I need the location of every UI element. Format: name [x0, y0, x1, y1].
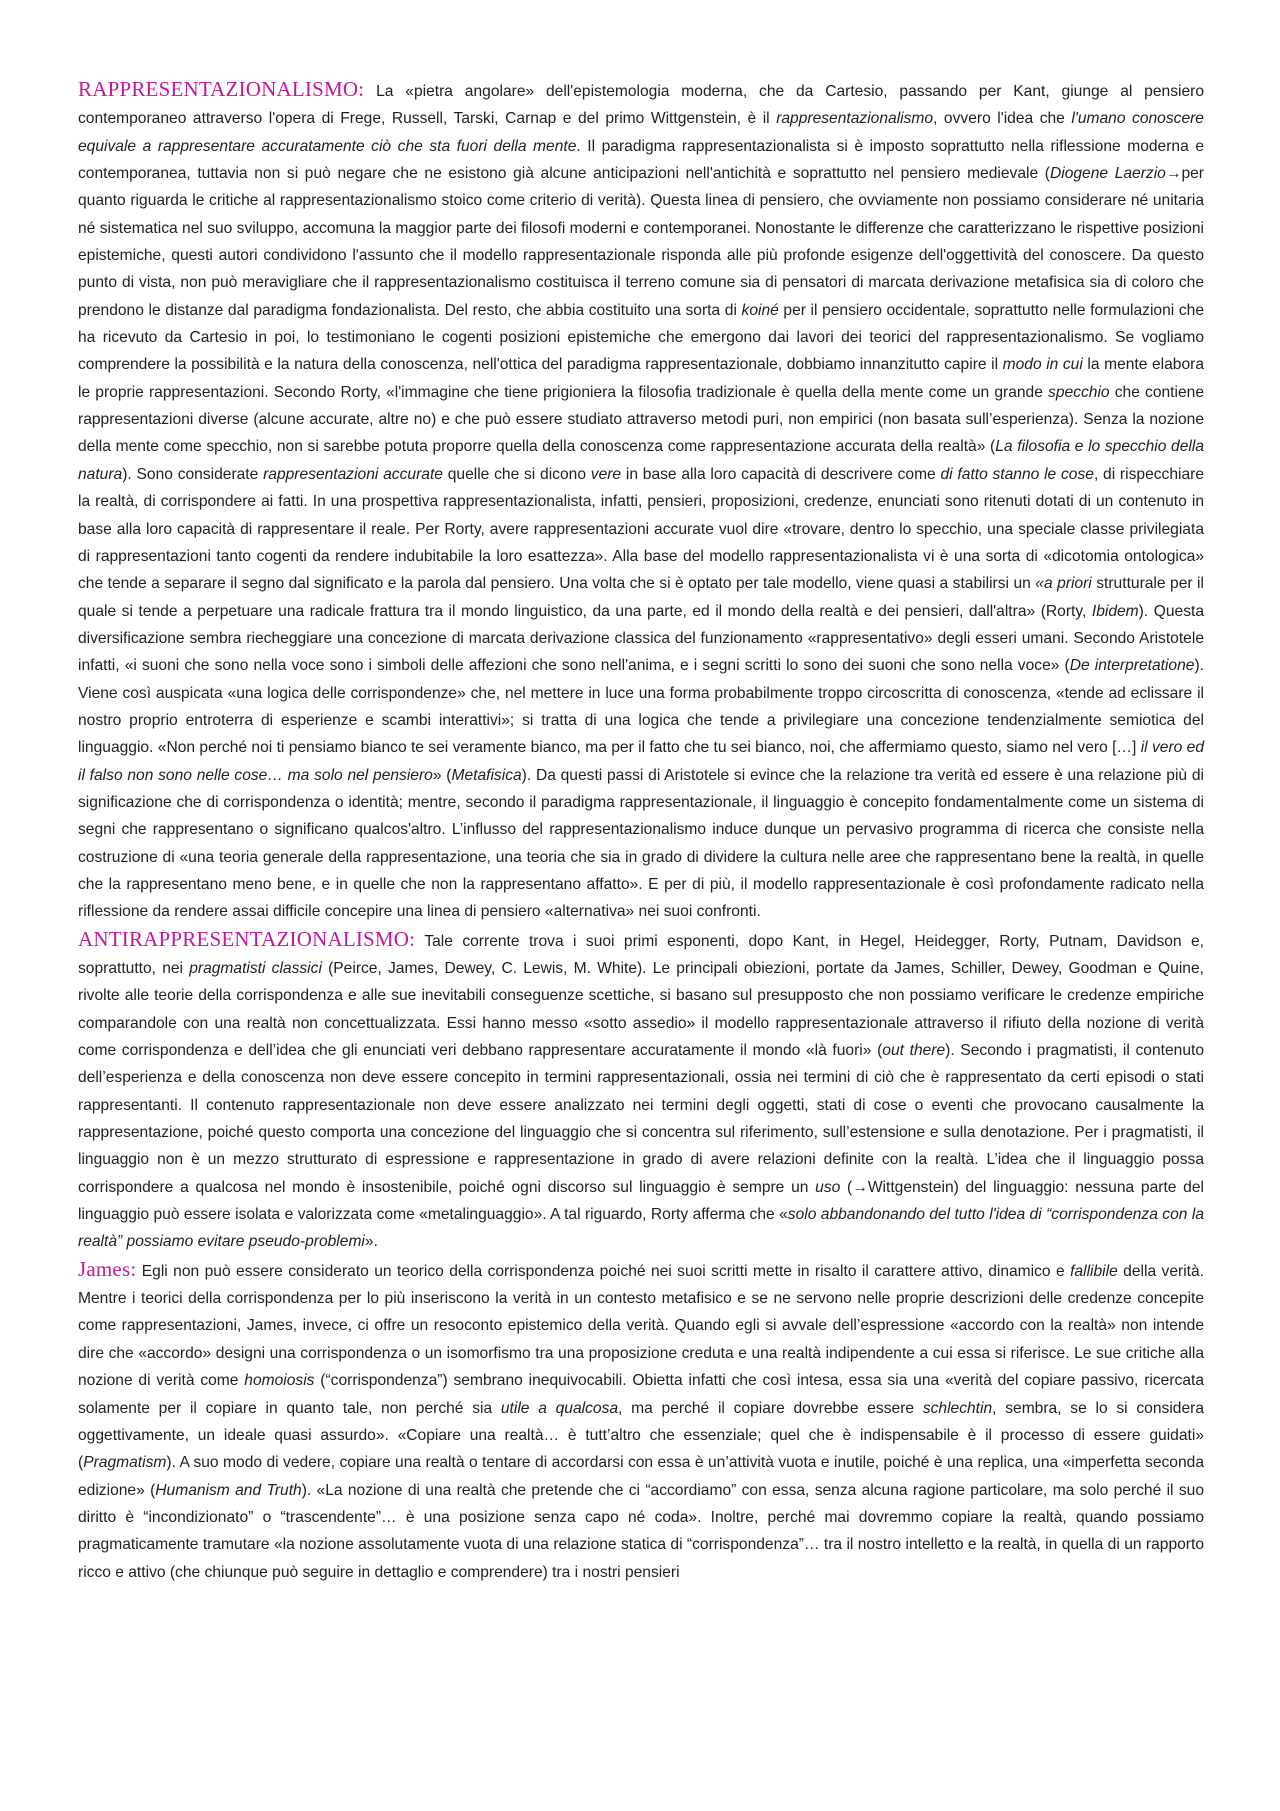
body-text: (“corrispondenza”) sembrano inequivocabili. Obietta infatti che così intesa, essa sia una «verità del copiare passivo, ricercata solamente per il copiare in quanto tale, non perché sia [78, 1372, 1204, 1417]
body-text: , ovvero l'idea che [933, 110, 1072, 128]
body-text: ). Viene così auspicata «una logica delle corrispondenze» che, nel mettere in luce una forma probabilmente troppo circoscritta di conoscenza, «tende ad eclissare il nostro proprio entroterra di esperienze e scambi interattivi»; si tratta di una logica che tende a privilegiare una concezione tendenzialmente semiotica del linguaggio. «Non perché noi ti pensiamo bianco te sei veramente bianco, ma per il fatto che tu sei bianco, noi, che affermiamo questo, siamo nel vero […] [78, 657, 1204, 757]
italic-text: homoiosis [244, 1372, 315, 1390]
italic-text: rappresentazionalismo [776, 110, 934, 128]
body-text: strutturale per il quale si tende a perpetuare una radicale frattura tra il mondo linguistico, da una parte, ed il mondo della realtà e dei pensieri, dall'altra» (Rorty, [78, 575, 1204, 620]
body-text: quelle che si dicono [442, 465, 591, 483]
section-heading: ANTIRAPPRESENTAZIONALISMO: [78, 926, 416, 951]
italic-text: Ibidem [1091, 602, 1139, 620]
italic-text: il vero ed il falso non sono nelle cose… ma solo nel pensiero [78, 739, 1204, 784]
italic-text: out there [882, 1042, 946, 1060]
italic-text: De interpretatione [1069, 657, 1195, 675]
body-text: La «pietra angolare» dell'epistemologia moderna, che da Cartesio, passando per Kant, giunge al pensiero contemporaneo attraverso l'opera di Frege, Russell, Tarski, Carnap e del primo Wittgenstein, è il [78, 83, 1204, 128]
italic-text: uso [815, 1178, 841, 1196]
body-text: » ( [432, 766, 452, 784]
italic-text: Humanism and Truth [155, 1481, 302, 1499]
body-text: (→Wittgenstein) del linguaggio: nessuna parte del linguaggio può essere isolata e valorizzata come «metalinguaggio». A tal riguardo, Rorty afferma che « [78, 1178, 1204, 1224]
section-heading: RAPPRESENTAZIONALISMO: [78, 77, 365, 101]
italic-text: vere [590, 465, 622, 483]
italic-text: di fatto stanno le cose [940, 465, 1094, 483]
italic-text: pragmatisti classici [189, 960, 322, 977]
body-text: Egli non può essere considerato un teorico della corrispondenza poiché nei suoi scritti mette in risalto il carattere attivo, dinamico e [136, 1262, 1071, 1280]
italic-text: solo abbandonando del tutto l'idea di “corrispondenza con la realtà” possiamo evitare pseudo-problemi [78, 1206, 1204, 1251]
body-text: ). Sono considerate [122, 465, 264, 483]
body-text: della verità. Mentre i teorici della corrispondenza per lo più inseriscono la verità in un contesto metafisico e se ne servono nelle proprie descrizioni delle credenze concepite come rappresentazioni, James, invece, ci offre un resoconto epistemico della verità. Quando egli si avvale dell’espressione «accordo con la realtà» non intende dire che «accordo» designi una corrispondenza o un isomorfismo tra una proposizione creduta e una realtà indipendente a cui essa si riferisce. Le sue critiche alla nozione di verità come [78, 1262, 1205, 1390]
body-text: , di rispecchiare la realtà, di corrispondere ai fatti. In una prospettiva rappresentazionalista, infatti, pensieri, proposizioni, credenze, enunciati sono ritenuti dotati di un contenuto in base alla loro capacità di rappresentare il reale. Per Rorty, avere rappresentazioni accurate vuol dire «trovare, dentro lo specchio, una speciale classe privilegiata di rappresentazioni tanto cogenti da rendere indubitabile la loro esattezza». Alla base del modello rappresentazionalista vi è una sorta di «dicotomia ontologica» che tende a separare il segno dal significato e la parola dal pensiero. Una volta che si è optato per tale modello, viene quasi a stabilirsi un [78, 465, 1205, 593]
body-text: ). Questa diversificazione sembra riecheggiare una concezione di marcata derivazione classica del funzionamento «rappresentativo» degli esseri umani. Secondo Aristotele infatti, «i suoni che sono nella voce sono i simboli delle affezioni che sono nell'anima, e i segni scritti lo sono dei suoni che sono nella voce» ( [78, 602, 1205, 675]
italic-text: Diogene Laerzio [1049, 165, 1166, 183]
body-text: ). Secondo i pragmatisti, il contenuto dell’esperienza e della conoscenza non deve essere concepito in termini rappresentazionali, ossia nei termini di ciò che è rappresentato da certi episodi o stati rappresentanti. Il contenuto rappresentazionale non deve essere analizzato nei termini degli oggetti, stati di cose o eventi che provocano causalmente la rappresentazione, poiché questo comporta una concezione del linguaggio che si concentra sul riferimento, sull’estensione e sulla denotazione. Per i pragmatisti, il linguaggio non è un mezzo strutturato di espressione e rappresentazione in grado di avere relazioni definite con la realtà. L’idea che il linguaggio possa corrispondere a qualcosa nel mondo è insostenibile, poiché ogni discorso sul linguaggio è sempre un [78, 1042, 1205, 1196]
body-text: ). «La nozione di una realtà che pretende che ci “accordiamo” con essa, senza alcuna ragione particolare, ma solo perché il suo diritto è “incondizionato” o “trascendente”… è una posizione senza capo né coda». Inoltre, perché mai dovremmo copiare la realtà, quando possiamo pragmaticamente tramutare «la nozione assolutamente vuota di una relazione statica di “corrispondenza”… tra il nostro intelletto e la realtà, in quella di un rapporto ricco e attivo (che chiunque può seguire in dettaglio e comprendere) tra i nostri pensieri [78, 1481, 1204, 1581]
body-text: la mente elabora le proprie rappresentazioni. Secondo Rorty, «l'immagine che tiene prigioniera la filosofia tradizionale è quella della mente come un grande [78, 356, 1205, 401]
italic-text: rappresentazioni accurate [263, 465, 443, 483]
italic-text: koiné [741, 301, 779, 319]
italic-text: l'umano conoscere equivale a rappresentare accuratamente ciò che sta fuori della mente [78, 110, 1204, 155]
body-text: Tale corrente trova i suoi primi esponenti, dopo Kant, in Hegel, Heidegger, Rorty, Putnam, Davidson e, soprattutto, nei [78, 932, 1204, 977]
body-text: , ma perché il copiare dovrebbe essere [618, 1399, 923, 1417]
italic-text: Metafisica [451, 766, 522, 784]
body-text: ». [364, 1233, 378, 1251]
body-text: per il pensiero occidentale, soprattutto nelle formulazioni che ha ricevuto da Cartesio in poi, lo testimoniano le cogenti posizioni epistemiche che emergono dai lavori dei teorici del rappresentazionalismo. Se vogliamo comprendere la possibilità e la natura della conoscenza, nell'ottica del paradigma rappresentazionale, dobbiamo innanzitutto capire il [78, 301, 1204, 374]
italic-text: utile a qualcosa [500, 1399, 619, 1417]
italic-text: modo in cui [1002, 356, 1083, 374]
italic-text: schlechtin [922, 1399, 993, 1417]
italic-text: «a priori [1035, 575, 1092, 593]
italic-text: Pragmatism [83, 1454, 167, 1472]
italic-text: specchio [1048, 383, 1110, 401]
section-body [78, 933, 1204, 1251]
body-text: in base alla loro capacità di descrivere come [621, 465, 941, 483]
body-text: →per quanto riguarda le critiche al rappresentazionalismo stoico come criterio di verità). Questa linea di pensiero, che ovviamente non possiamo considerare né unitaria né sistematica nel suo sviluppo, accomuna la maggior parte dei filosofi moderni e contemporanei. Nonostante le differenze che caratterizzano le rispettive posizioni epistemiche, questi autori condividono l'assunto che il modello rappresentazionale risponda alle più profonde esigenze dell'oggettività del conoscere. Da questo punto di vista, non può meravigliare che il rappresentazionalismo costituisca il terreno comune sia di pensatori di marcata derivazione metafisica sia di coloro che prendono le distanze dal paradigma fondazionalista. Del resto, che abbia costituito una sorta di [78, 165, 1204, 319]
section-james [78, 1256, 1204, 1586]
body-text: , sembra, se lo si considera oggettivamente, un ideale quasi assurdo». «Copiare una realtà… è tutt’altro che essenziale; quel che è indispensabile è il processo di essere guidati» ( [78, 1399, 1204, 1472]
body-text: che contiene rappresentazioni diverse (alcune accurate, altre no) e che può essere studiato attraverso metodi puri, non empirici (non basata sull’esperienza). Senza la nozione della mente come specchio, non si sarebbe potuta proporre quella della conoscenza come rappresentazione accurata della realtà» ( [78, 383, 1204, 456]
section-antirappresentazionalismo [78, 926, 1204, 1256]
body-text: . Il paradigma rappresentazionalista si è imposto soprattutto nella riflessione moderna e contemporanea, tuttavia non si può negare che ne esistono già alcune anticipazioni nell'antichità e soprattutto nel pensiero medievale ( [78, 137, 1204, 183]
italic-text: La filosofia e lo specchio della natura [78, 438, 1204, 483]
section-body [78, 1263, 1204, 1581]
body-text: ). Da questi passi di Aristotele si evince che la relazione tra verità ed essere è una relazione più di significazione che di corrispondenza o identità; mentre, secondo il paradigma rappresentazionale, il linguaggio è concepito fondamentalmente come un sistema di segni che rappresentano o significano qualcos'altro. L’influsso del rappresentazionalismo induce dunque un pervasivo programma di ricerca che consiste nella costruzione di «una teoria generale della rappresentazione, una teoria che sia in grado di dividere la cultura nelle aree che rappresentano bene la realtà, in quelle che la rappresentano meno bene, e in quelle che non la rappresentano affatto». E per di più, il modello rappresentazionale è così profondamente radicato nella riflessione da rendere assai difficile concepire una linea di pensiero «alternativa» nei suoi confronti. [78, 766, 1204, 921]
section-body [78, 83, 1204, 920]
italic-text: fallibile [1070, 1262, 1118, 1280]
section-rappresentazionalismo [78, 76, 1204, 926]
section-heading: James: [78, 1256, 137, 1281]
body-text: ). A suo modo di vedere, copiare una realtà o tentare di accordarsi con essa è un’attività vuota e inutile, poiché è una replica, una «imperfetta seconda edizione» ( [78, 1454, 1204, 1499]
body-text: (Peirce, James, Dewey, C. Lewis, M. White). Le principali obiezioni, portate da James, Schiller, Dewey, Goodman e Quine, rivolte alle teorie della corrispondenza e alle sue inevitabili conseguenze scettiche, si basano sul presupposto che non possiamo verificare le credenze empiriche comparandole con una realtà non concettualizzata. Essi hanno messo «sotto assedio» il modello rappresentazionale attraverso il rifiuto della nozione di verità come corrispondenza e dell’idea che gli enunciati veri debbano rappresentare accuratamente il mondo «là fuori» ( [78, 960, 1204, 1060]
